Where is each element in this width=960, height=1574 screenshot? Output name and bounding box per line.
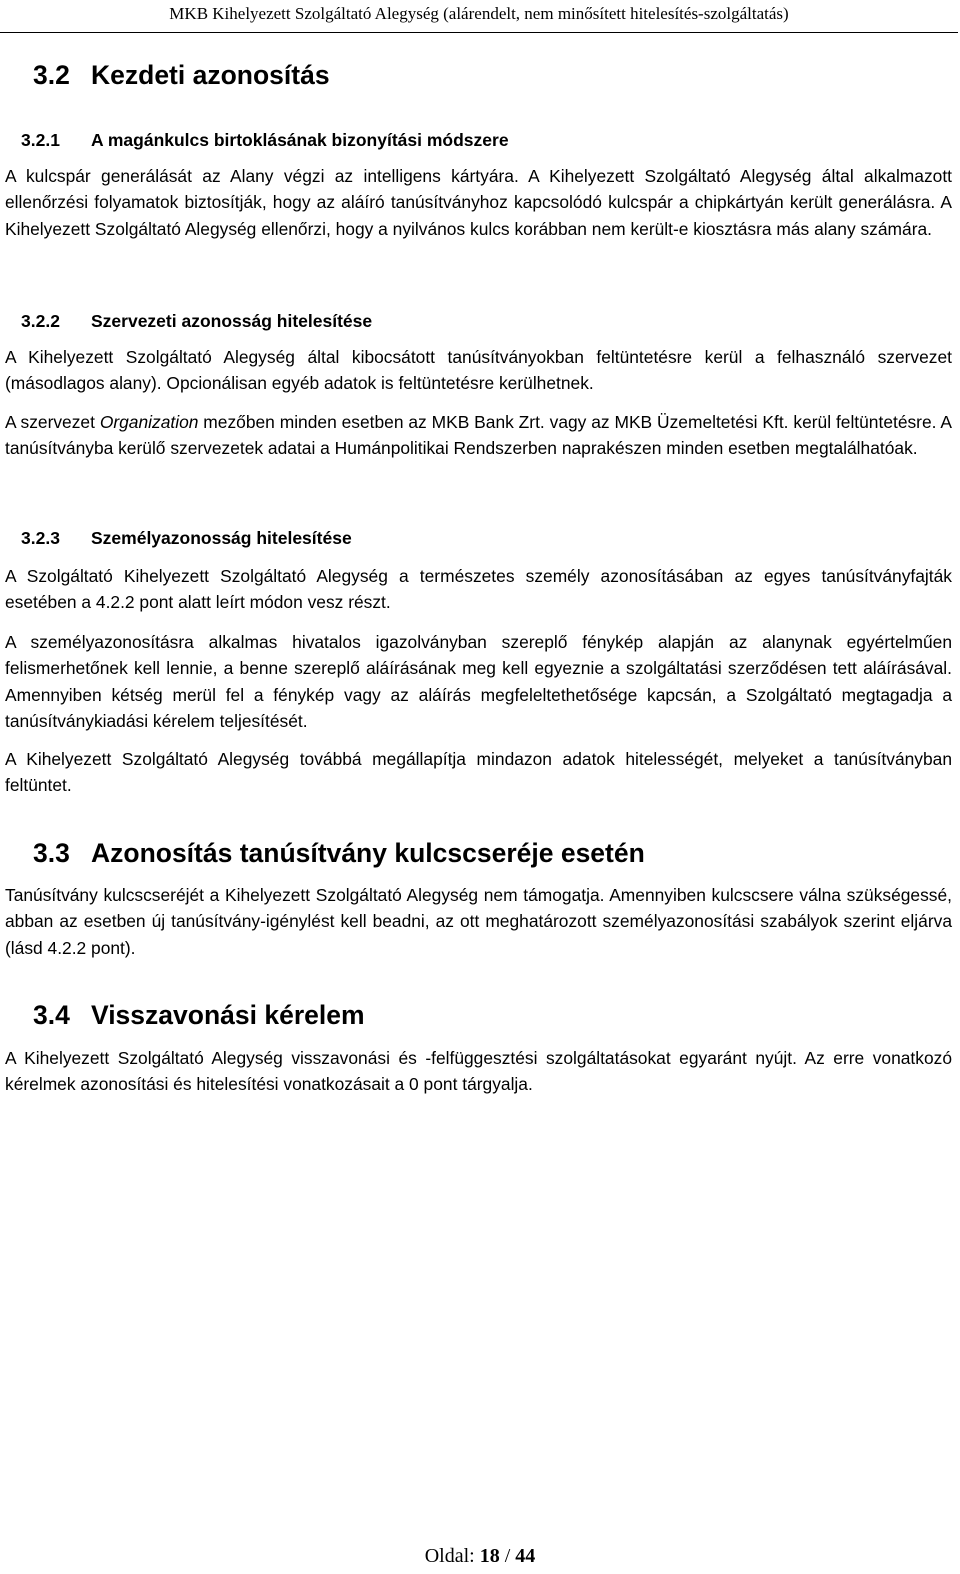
paragraph-3-2-3-a: A Szolgáltató Kihelyezett Szolgáltató Alegység a természetes személy azonosításában az egyes tanúsítványfajták esetében a 4.2.2 pont alatt leírt módon vesz részt.: [5, 566, 952, 613]
running-header: [0, 0, 958, 33]
paragraph-text: A szervezet: [5, 412, 100, 432]
paragraph-3-2-2-a: A Kihelyezett Szolgáltató Alegység által kibocsátott tanúsítványokban feltüntetésre kerül a felhasználó szervezet (másodlagos alany). Opcionálisan egyéb adatok is feltüntetésre kerülhetnek.: [5, 347, 952, 394]
paragraph-3-4: A Kihelyezett Szolgáltató Alegység visszavonási és -felfüggesztési szolgáltatásokat egyaránt nyújt. Az erre vonatkozó kérelmek azonosítási és hitelesítési vonatkozásait a 0 pont tárgyalja.: [5, 1048, 952, 1095]
paragraph-3-3: Tanúsítvány kulcscseréjét a Kihelyezett Szolgáltató Alegység nem támogatja. Amennyiben kulcscsere válna szükségessé, abban az esetben új tanúsítvány-igénylést kell beadni, az ott meghatározott személyazonosítási szabályok szerint eljárva (lásd 4.2.2 pont).: [5, 885, 952, 958]
page-footer: [0, 1545, 960, 1568]
total-page-count: 44: [515, 1545, 536, 1567]
subsection-title: Személyazonosság hitelesítése: [91, 528, 352, 548]
section-number: 3.3: [33, 838, 70, 868]
section-heading-3-2: [33, 59, 330, 91]
subsection-number: 3.2.1: [21, 130, 60, 150]
section-number: 3.4: [33, 1000, 70, 1030]
subsection-number: 3.2.2: [21, 311, 60, 331]
paragraph-3-2-3-b: A személyazonosításra alkalmas hivatalos igazolványban szereplő fénykép alapján az alanynak egyértelműen felismerhetőnek kell lennie, a benne szereplő aláírásának meg kell egyeznie a szolgáltatási szerződésen tett aláírásával. Amennyiben kétség merül fel a fénykép vagy az aláírás megfeleltethetősége kapcsán, a Szolgáltató megtagadja a tanúsítványkiadási kérelem teljesítését.: [5, 632, 952, 732]
subsection-heading-3-2-3: [21, 526, 352, 550]
section-title: Azonosítás tanúsítvány kulcscseréje esetén: [91, 838, 645, 868]
subsection-heading-3-2-1: [21, 128, 509, 152]
page-label: Oldal:: [424, 1545, 480, 1567]
subsection-heading-3-2-2: [21, 309, 372, 333]
subsection-title: Szervezeti azonosság hitelesítése: [91, 311, 373, 331]
paragraph-text: mezőben minden esetben az MKB Bank Zrt. vagy az MKB Üzemeltetési Kft. kerül feltüntetésre. A tanúsítványba kerülő szervezetek adatai a Humánpolitikai Rendszerben naprakészen minden esetben megtalálhatóak.: [5, 412, 952, 459]
section-title: Visszavonási kérelem: [91, 1000, 365, 1030]
section-number: 3.2: [33, 60, 70, 90]
section-heading-3-3: [33, 837, 645, 869]
current-page-number: 18: [479, 1545, 500, 1567]
subsection-number: 3.2.3: [21, 528, 60, 548]
subsection-title: A magánkulcs birtoklásának bizonyítási módszere: [91, 130, 509, 150]
field-name-italic: Organization: [99, 412, 199, 432]
paragraph-3-2-2-b: [5, 409, 952, 462]
paragraph-3-2-1: A kulcspár generálását az Alany végzi az intelligens kártyára. A Kihelyezett Szolgáltató Alegység által alkalmazott ellenőrzési folyamatok biztosítják, hogy az aláíró tanúsítványhoz kapcsolódó kulcspár a chipkártyán került generálásra. A Kihelyezett Szolgáltató Alegység ellenőrzi, hogy a nyilvános kulcs korábban nem került-e kiosztásra más alany számára.: [5, 166, 952, 239]
running-header-title: MKB Kihelyezett Szolgáltató Alegység (alárendelt, nem minősített hitelesítés-szolgáltatás): [169, 4, 789, 23]
section-title: Kezdeti azonosítás: [91, 60, 330, 90]
page-separator: /: [499, 1545, 516, 1567]
paragraph-3-2-3-c: A Kihelyezett Szolgáltató Alegység továbbá megállapítja mindazon adatok hitelességét, melyeket a tanúsítványban feltüntet.: [5, 749, 952, 796]
section-heading-3-4: [33, 999, 365, 1031]
